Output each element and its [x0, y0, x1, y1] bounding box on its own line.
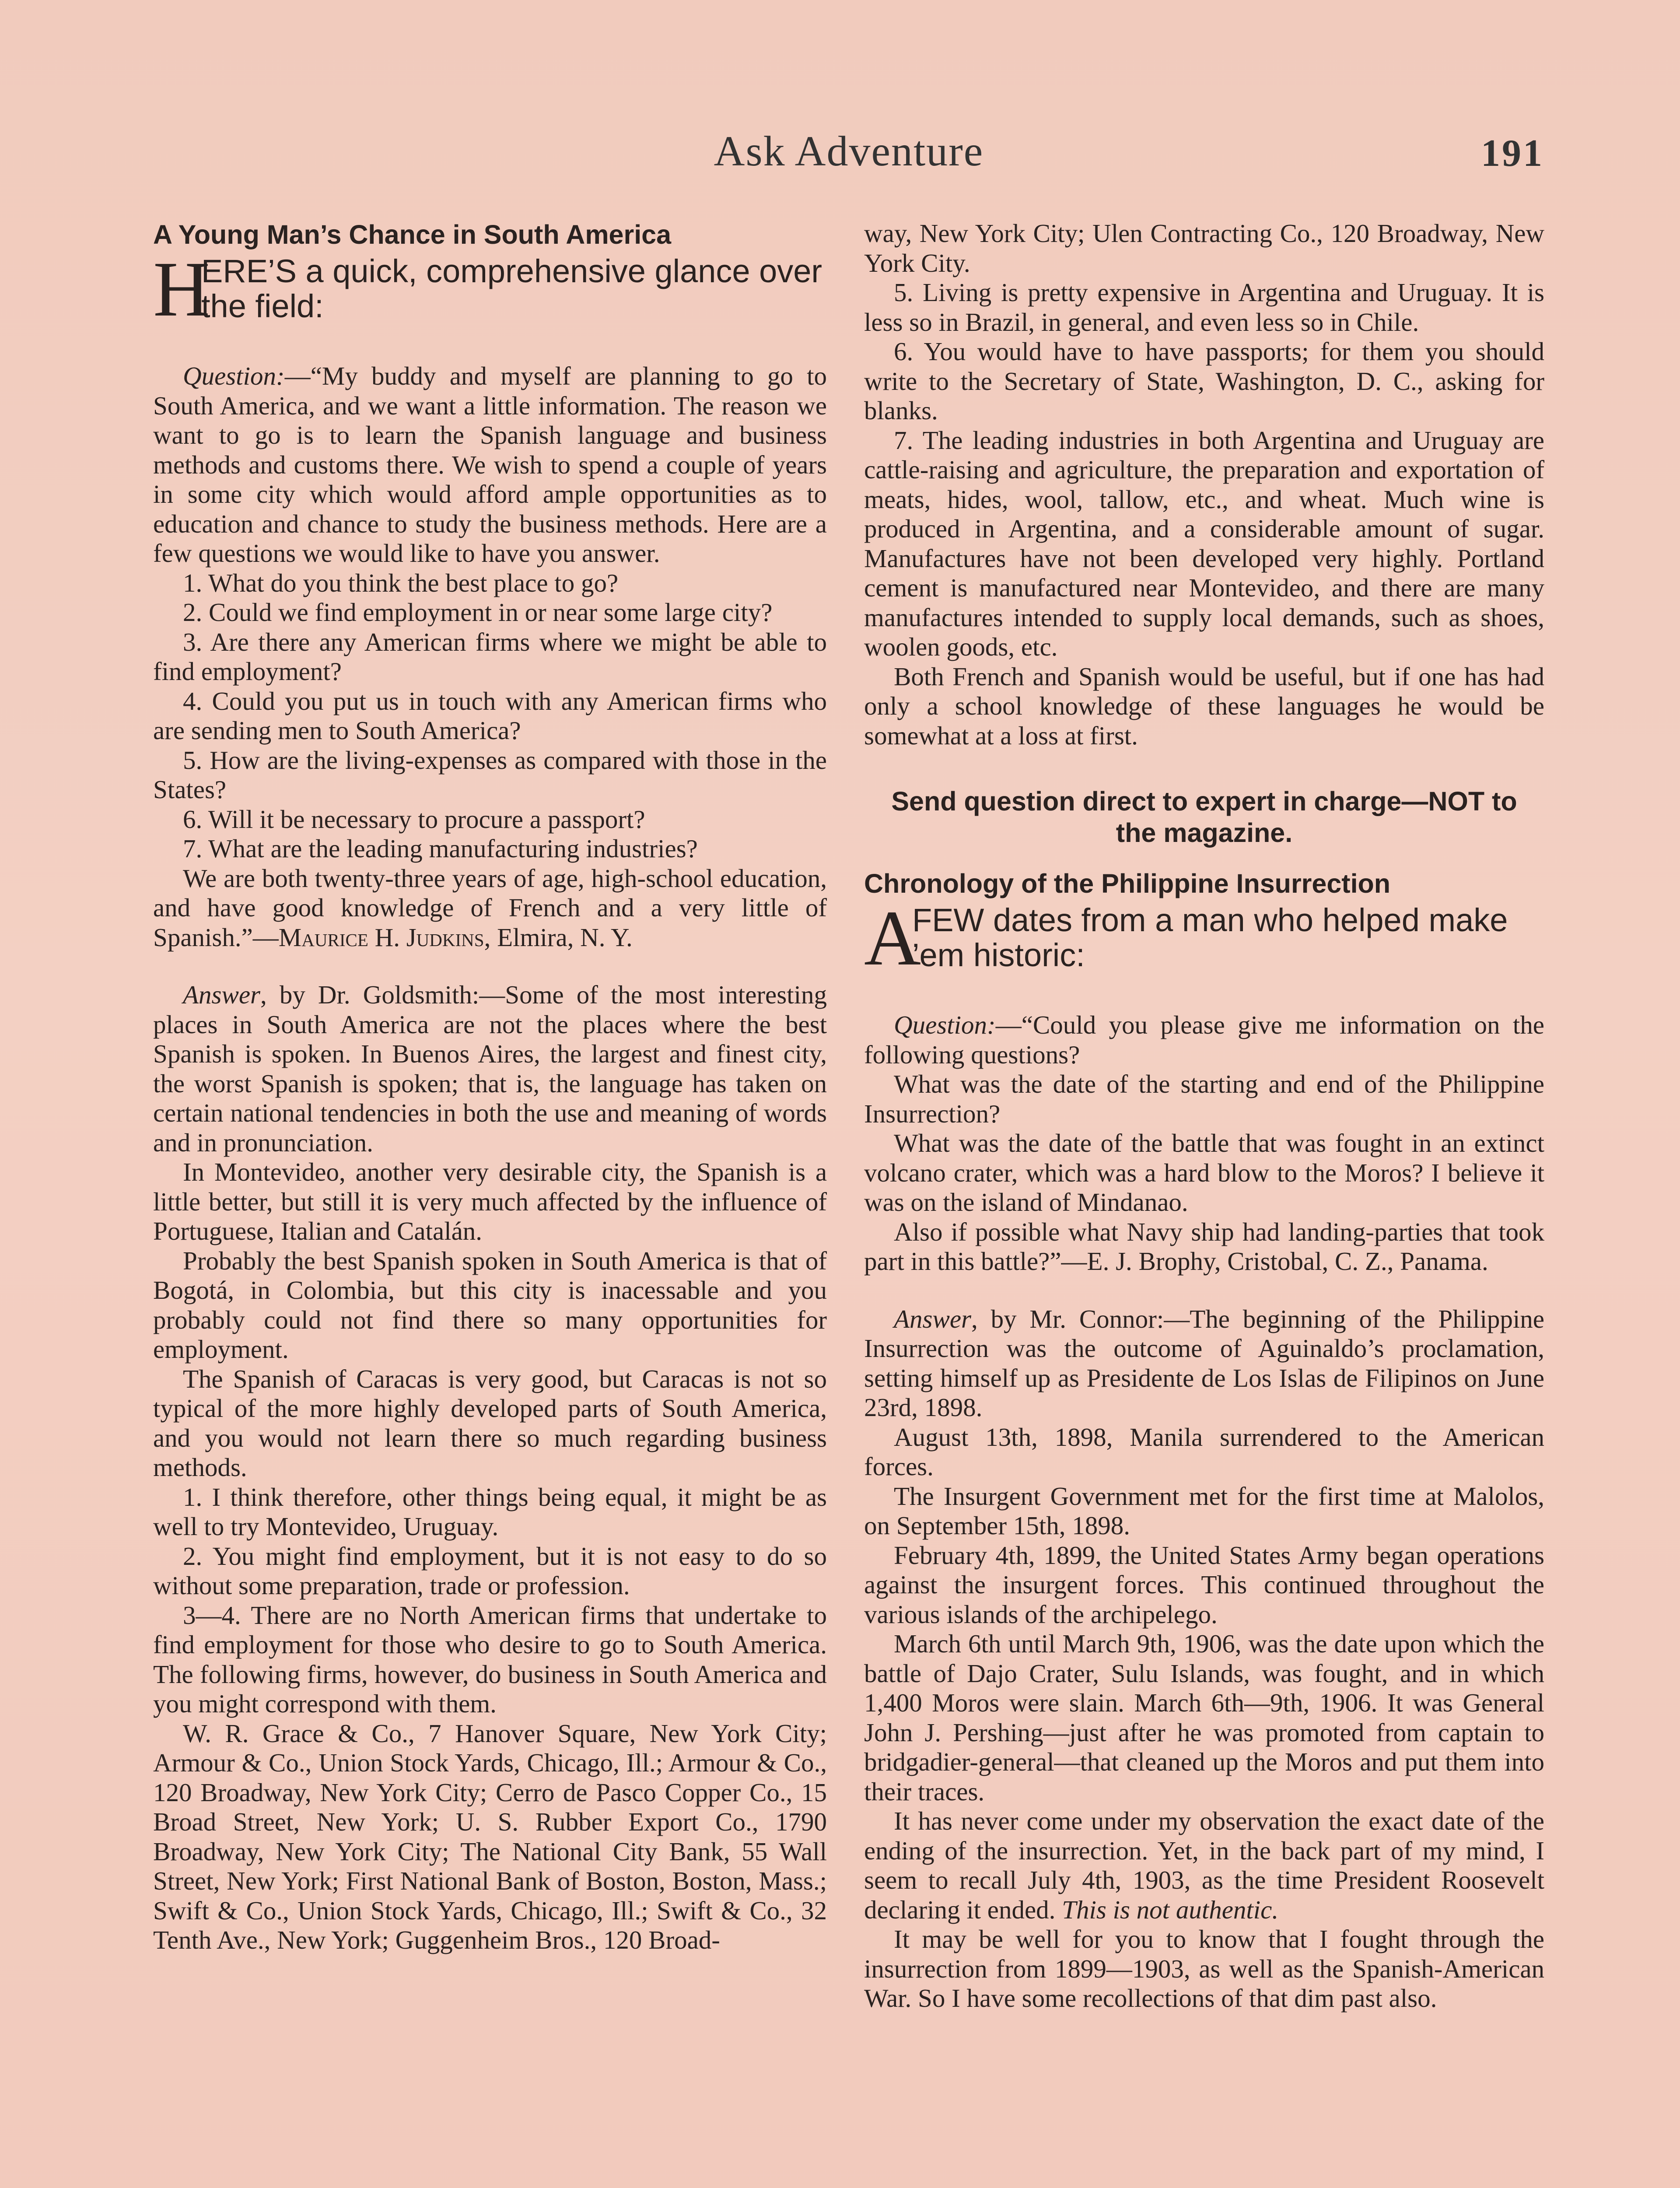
right-column — [864, 219, 1544, 2013]
question-text: —“Could you please give me information on the following questions? — [864, 1010, 1544, 1069]
question-paragraph — [864, 1010, 1544, 1069]
question-paragraph — [153, 361, 827, 568]
answer-paragraph: In Montevideo, another very desirable city, the Spanish is a little better, but still it is very much affected by the influence of Portuguese, Italian and Catalán. — [153, 1157, 827, 1245]
question-closing: We are both twenty-three years of age, high-school education, and have good knowledge of French and a very little of Spanish.”—Maurice H. Judkins, Elmira, N. Y. — [153, 863, 827, 952]
question-paragraph: What was the date of the battle that was fought in an extinct volcano crater, which was a hard blow to the Moros? I believe it was on the island of Mindanao. — [864, 1129, 1544, 1217]
answer-paragraph: March 6th until March 9th, 1906, was the date upon which the battle of Dajo Crater, Sulu Islands, was fought, and in which 1,400 Moros were slain. March 6th—9th, 1906. It was General John J. Pershing—just after he was promoted from captain to bridgadier-general—that cleaned up the Moros and put them into their traces. — [864, 1629, 1544, 1806]
answer-paragraph — [864, 1304, 1544, 1423]
question-label: Question: — [183, 361, 285, 390]
italic-note: This is not authentic. — [1062, 1895, 1279, 1924]
lead-text: FEW dates from a man who helped make ’em historic: — [912, 902, 1508, 973]
notice-box: Send question direct to expert in charge—NOT to the magazine. — [891, 786, 1517, 848]
lead-paragraph — [864, 894, 1544, 982]
answer-paragraph: 7. The leading industries in both Argentina and Uruguay are cattle-raising and agriculture, the preparation and exportation of meats, hides, wool, tallow, etc., and wheat. Much wine is produced in Argentina, and a considerable amount of sugar. Manufactures have not been developed very highly. Portland cement is manufactured near Montevideo, and there are many manufactures intended to supply local demands, such as shoes, woolen goods, etc. — [864, 425, 1544, 661]
answer-paragraph: August 13th, 1898, Manila surrendered to the American forces. — [864, 1422, 1544, 1481]
question-item: 5. How are the living-expenses as compared with those in the States? — [153, 745, 827, 804]
answer-intro: , by Mr. Connor:—The beginning of the Philippine Insurrection was the outcome of Aguinaldo’s proclamation, setting himself up as Presidente de Los Islas de Filipinos on June 23rd, 1898. — [864, 1304, 1544, 1422]
left-column — [153, 219, 827, 1955]
lead-text: ERE’S a quick, comprehensive glance over the field: — [201, 253, 822, 324]
drop-cap: A — [864, 894, 921, 982]
answer-paragraph: February 4th, 1899, the United States Army began operations against the insurgent forces. This continued throughout the various islands of the archipelego. — [864, 1540, 1544, 1629]
answer-paragraph: Both French and Spanish would be useful, but if one has had only a school knowledge of these languages he would be somewhat at a loss at first. — [864, 662, 1544, 750]
question-item: 2. Could we find employment in or near some large city? — [183, 598, 773, 627]
answer-paragraph — [153, 980, 827, 1157]
firm-list-continuation: way, New York City; Ulen Contracting Co., 120 Broadway, New York City. — [864, 219, 1544, 277]
section-heading-south-america: A Young Man’s Chance in South America — [153, 220, 672, 249]
question-label: Question: — [894, 1010, 996, 1039]
question-paragraph: What was the date of the starting and end of the Philippine Insurrection? — [864, 1069, 1544, 1128]
lead-paragraph — [153, 245, 827, 333]
drop-cap: H — [153, 245, 210, 333]
signature-name: Maurice H. Judkins — [278, 922, 484, 952]
answer-paragraph: Probably the best Spanish spoken in South America is that of Bogotá, in Colombia, but this city is inacessable and you probably could not find there so many opportunities for employment. — [153, 1246, 827, 1364]
running-head: Ask Adventure — [714, 128, 984, 175]
answer-paragraph: 2. You might find employment, but it is not easy to do so without some preparation, trade or profession. — [153, 1541, 827, 1600]
answer-paragraph: 3—4. There are no North American firms that undertake to find employment for those who desire to go to South America. The following firms, however, do business in South America and you might correspond with them. — [153, 1600, 827, 1718]
section-heading-philippine: Chronology of the Philippine Insurrection — [864, 869, 1391, 898]
answer-paragraph: The Spanish of Caracas is very good, but Caracas is not so typical of the more highly developed parts of South America, and you would not learn there so much regarding business methods. — [153, 1364, 827, 1482]
question-item: 4. Could you put us in touch with any American firms who are sending men to South America? — [153, 686, 827, 745]
firm-list: W. R. Grace & Co., 7 Hanover Square, New York City; Armour & Co., Union Stock Yards, Chicago, Ill.; Armour & Co., 120 Broadway, New York City; Cerro de Pasco Copper Co., 15 Broad Street, New York; U. S. Rubber Export Co., 1790 Broadway, New York City; The National City Bank, 55 Wall Street, New York; First National Bank of Boston, Boston, Mass.; Swift & Co., Union Stock Yards, Chicago, Ill.; Swift & Co., 32 Tenth Ave., New York; Guggenheim Bros., 120 Broad- — [153, 1718, 827, 1954]
answer-paragraph: 6. You would have to have passports; for them you should write to the Secretary of State, Washington, D. C., asking for blanks. — [864, 337, 1544, 425]
answer-paragraph: 5. Living is pretty expensive in Argentina and Uruguay. It is less so in Brazil, in general, and even less so in Chile. — [864, 278, 1544, 337]
answer-intro: , by Dr. Goldsmith:—Some of the most interesting places in South America are not the places where the best Spanish is spoken. In Buenos Aires, the largest and finest city, the worst Spanish is spoken; that is, the language has taken on certain national tendencies in both the use and meaning of words and in pronunciation. — [153, 980, 827, 1157]
question-text: —“My buddy and myself are planning to go to South America, and we want a little information. The reason we want to go is to learn the Spanish language and business methods and customs there. We wish to spend a couple of years in some city which would afford ample opportunities as to education and chance to study the business methods. Here are a few questions we would like to have you answer. — [153, 361, 827, 568]
question-paragraph: Also if possible what Navy ship had landing-parties that took part in this battle?”—E. J. Brophy, Cristobal, C. Z., Panama. — [864, 1217, 1544, 1276]
answer-paragraph: It may be well for you to know that I fought through the insurrection from 1899—1903, as well as the Spanish-American War. So I have some recollections of that dim past also. — [864, 1925, 1544, 2013]
signature-place: , Elmira, N. Y. — [484, 922, 633, 952]
question-item: 7. What are the leading manufacturing industries? — [183, 834, 698, 863]
question-item: 3. Are there any American firms where we might be able to find employment? — [153, 627, 827, 686]
answer-paragraph: 1. I think therefore, other things being equal, it might be as well to try Montevideo, Uruguay. — [153, 1482, 827, 1541]
answer-paragraph: It has never come under my observation the exact date of the ending of the insurrection. Yet, in the back part of my mind, I seem to recall July 4th, 1903, as the time President Roosevelt declaring it ended. This is not authentic. — [864, 1806, 1544, 1924]
page-number: 191 — [1481, 132, 1544, 175]
answer-label: Answer — [183, 980, 260, 1009]
answer-paragraph: The Insurgent Government met for the first time at Malolos, on September 15th, 1898. — [864, 1481, 1544, 1540]
question-item: 6. Will it be necessary to procure a passport? — [183, 804, 645, 834]
answer-label: Answer — [894, 1304, 971, 1333]
question-item: 1. What do you think the best place to go? — [183, 568, 619, 597]
